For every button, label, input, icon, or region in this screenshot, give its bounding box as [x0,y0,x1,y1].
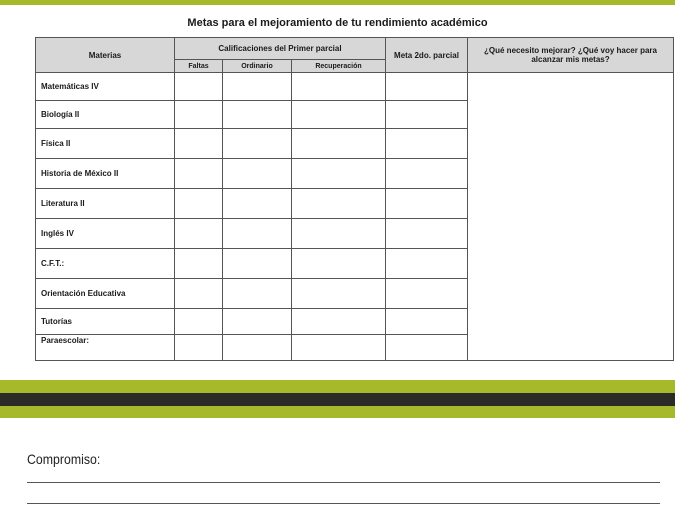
subject-cell: Orientación Educativa [36,279,175,309]
recuperacion-cell[interactable] [292,189,386,219]
recuperacion-cell[interactable] [292,309,386,335]
writing-line[interactable] [27,482,660,483]
subject-cell: Paraescolar: [36,335,175,361]
meta-cell[interactable] [386,101,468,129]
ordinario-cell[interactable] [223,101,292,129]
header-ordinario: Ordinario [223,60,292,73]
faltas-cell[interactable] [175,335,223,361]
ordinario-cell[interactable] [223,189,292,219]
writing-line[interactable] [27,503,660,504]
subject-cell: Biología II [36,101,175,129]
page-title: Metas para el mejoramiento de tu rendimiento académico [187,17,488,29]
ordinario-cell[interactable] [223,279,292,309]
meta-cell[interactable] [386,309,468,335]
meta-cell[interactable] [386,129,468,159]
compromiso-label: Compromiso: [27,451,101,467]
ordinario-cell[interactable] [223,219,292,249]
commitment-panel [0,418,675,515]
recuperacion-cell[interactable] [292,73,386,101]
header-recuperacion: Recuperación [292,60,386,73]
header-calificaciones: Calificaciones del Primer parcial [175,38,386,60]
faltas-cell[interactable] [175,101,223,129]
subject-cell: Matemáticas IV [36,73,175,101]
subject-cell: Física II [36,129,175,159]
meta-cell[interactable] [386,279,468,309]
ordinario-cell[interactable] [223,129,292,159]
table-row [36,73,674,101]
header-meta: Meta 2do. parcial [386,38,468,73]
meta-cell[interactable] [386,219,468,249]
goals-table [35,37,674,361]
subject-cell: C.F.T.: [36,249,175,279]
recuperacion-cell[interactable] [292,159,386,189]
ordinario-cell[interactable] [223,73,292,101]
ordinario-cell[interactable] [223,159,292,189]
meta-cell[interactable] [386,249,468,279]
subject-cell: Tutorías [36,309,175,335]
subject-cell: Literatura II [36,189,175,219]
meta-cell[interactable] [386,73,468,101]
green-divider-band [0,380,675,393]
meta-cell[interactable] [386,335,468,361]
header-mejorar: ¿Qué necesito mejorar? ¿Qué voy hacer para alcanzar mis metas? [468,38,674,73]
subject-cell: Historia de México II [36,159,175,189]
header-materias: Materias [36,38,175,73]
ordinario-cell[interactable] [223,249,292,279]
dark-divider-band [0,393,675,406]
faltas-cell[interactable] [175,73,223,101]
faltas-cell[interactable] [175,129,223,159]
faltas-cell[interactable] [175,279,223,309]
subject-cell: Inglés IV [36,219,175,249]
faltas-cell[interactable] [175,189,223,219]
header-faltas: Faltas [175,60,223,73]
recuperacion-cell[interactable] [292,249,386,279]
recuperacion-cell[interactable] [292,101,386,129]
faltas-cell[interactable] [175,309,223,335]
recuperacion-cell[interactable] [292,129,386,159]
ordinario-cell[interactable] [223,335,292,361]
faltas-cell[interactable] [175,219,223,249]
meta-cell[interactable] [386,189,468,219]
mejorar-cell[interactable] [468,73,674,361]
ordinario-cell[interactable] [223,309,292,335]
recuperacion-cell[interactable] [292,279,386,309]
faltas-cell[interactable] [175,249,223,279]
meta-cell[interactable] [386,159,468,189]
recuperacion-cell[interactable] [292,219,386,249]
worksheet-panel [0,5,675,380]
green-divider-band [0,406,675,418]
recuperacion-cell[interactable] [292,335,386,361]
faltas-cell[interactable] [175,159,223,189]
